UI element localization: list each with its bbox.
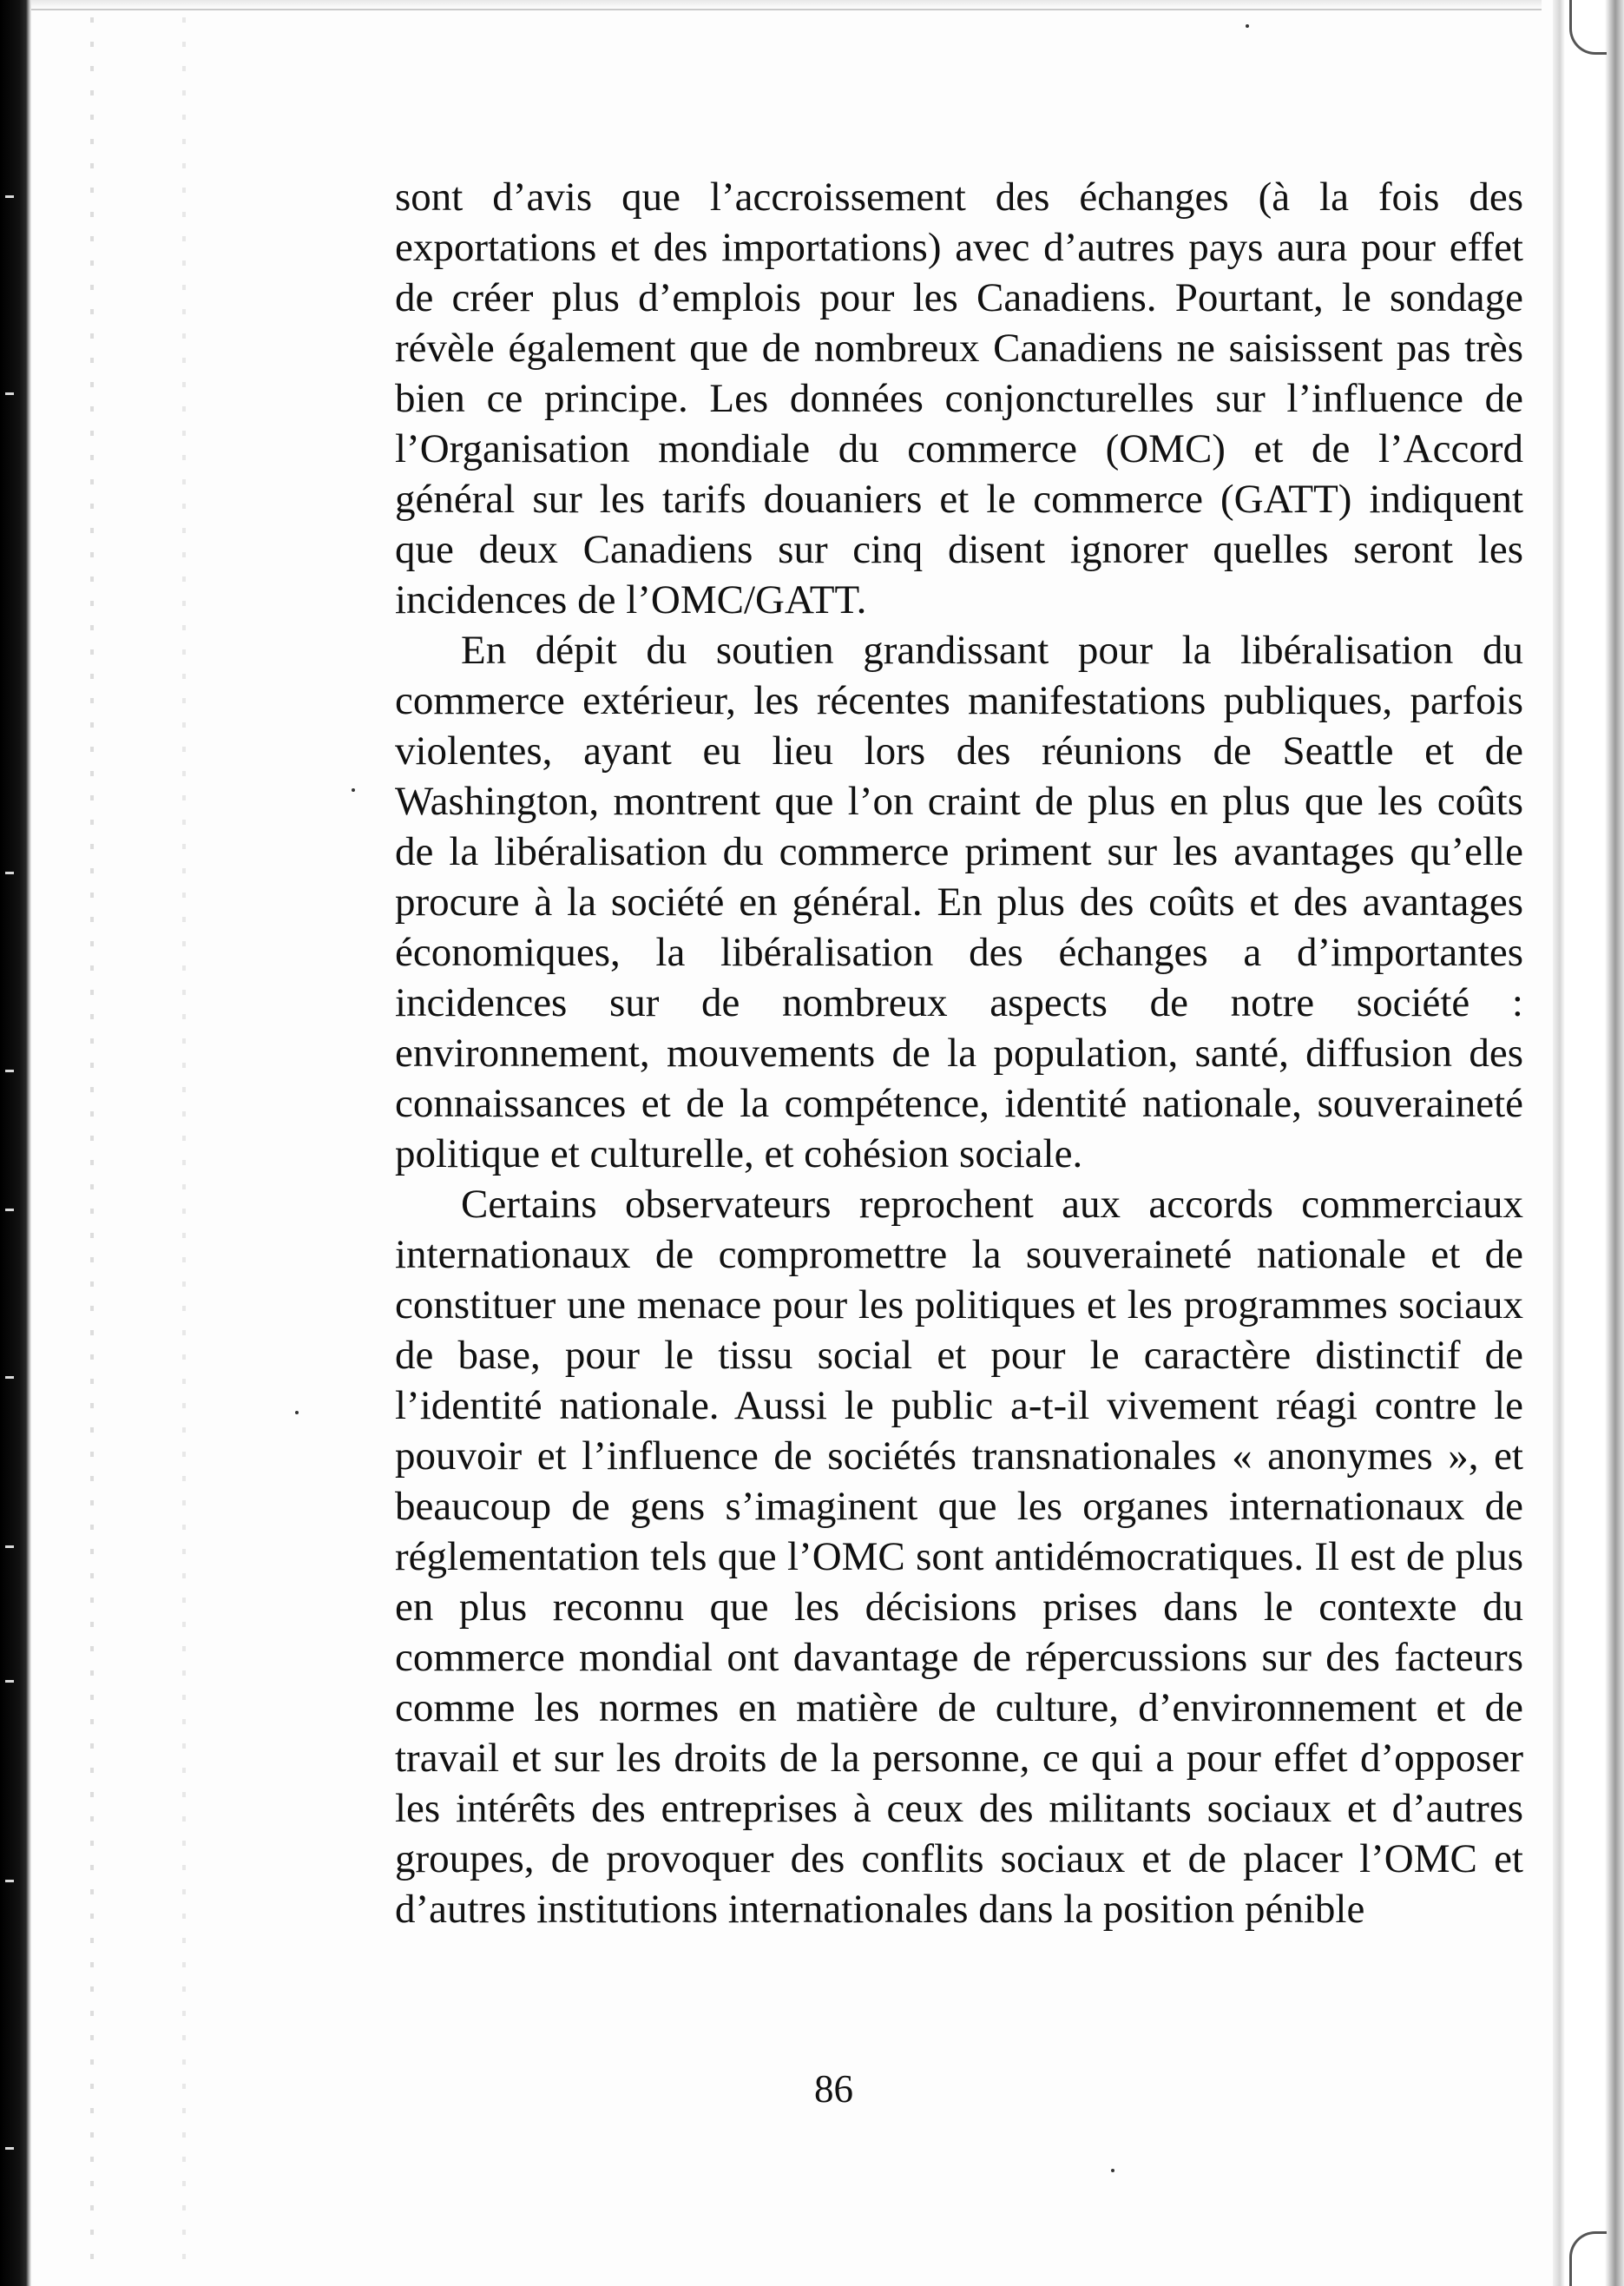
scan-speck [295,1411,299,1414]
scan-speck [1111,2169,1114,2172]
binding-gutter-marks-faint [182,17,186,2266]
page-curl-top [1569,0,1607,55]
paragraph: Certains observateurs reprochent aux accords commerciaux internationaux de compromettre la souveraineté nationale et de constituer une menace pour les politiques et les programmes sociaux de base, pour le tissu social et pour le caractère distinctif de l’identité nationale. Aussi le public a-t-il vivement réagi contre le pouvoir et l’influence de sociétés transnationales « anonymes », et beaucoup de gens s’imaginent que les organes internationaux de réglementation tels que l’OMC sont antidémocratiques. Il est de plus en plus reconnu que les décisions prises dans le contexte du commerce mondial ont davantage de répercussions sur des facteurs comme les normes en matière de culture, d’environnement et de travail et sur les droits de la personne, ce qui a pour effet d’opposer les intérêts des entreprises à ceux des militants sociaux et d’autres groupes, de provoquer des conflits sociaux et de placer l’OMC et d’autres institutions internationales dans la position pénible [395,1182,1523,1932]
scan-right-border [1553,0,1624,2286]
body-text [395,172,1523,1934]
paragraph: En dépit du soutien grandissant pour la libéralisation du commerce extérieur, les récentes manifestations publiques, parfois violentes, ayant eu lieu lors des réunions de Seattle et de Washington, montrent que l’on craint de plus en plus que les coûts de la libéralisation du commerce priment sur les avantages qu’elle procure à la société en général. En plus des coûts et des avantages économiques, la libéralisation des échanges a d’importantes incidences sur de nombreux aspects de notre société : environnement, mouvements de la population, santé, diffusion des connaissances et de la compétence, identité nationale, souveraineté politique et culturelle, et cohésion sociale. [395,628,1523,1176]
page-curl-bottom [1569,2231,1607,2286]
page-number: 86 [814,2067,853,2111]
scan-speck [1246,24,1249,28]
scan-speck [352,788,355,792]
binding-gutter-marks [90,17,94,2266]
scan-top-border [31,0,1542,10]
paragraph: sont d’avis que l’accroissement des échanges (à la fois des exportations et des importations) avec d’autres pays aura pour effet de créer plus d’emplois pour les Canadiens. Pourtant, le sondage révèle également que de nombreux Canadiens ne saisissent pas très bien ce principe. Les données conjoncturelles sur l’influence de l’Organisation mondiale du commerce (OMC) et de l’Accord général sur les tarifs douaniers et le commerce (GATT) indiquent que deux Canadiens sur cinq disent ignorer quelles seront les incidences de l’OMC/GATT. [395,175,1523,623]
scan-left-border [0,0,31,2286]
